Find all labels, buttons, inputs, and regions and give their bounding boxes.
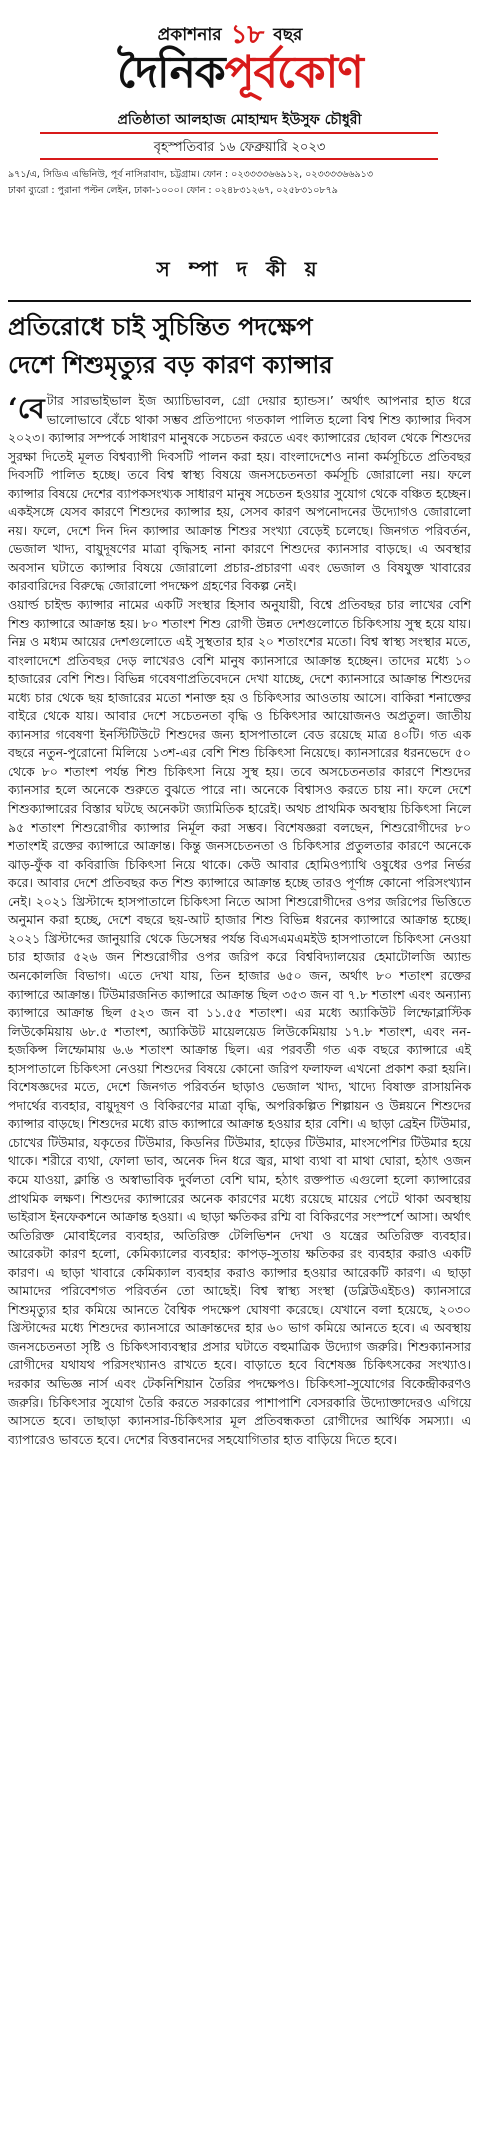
opening-quote: ‘বে: [8, 392, 45, 425]
headline-secondary: দেশে শিশুমৃত্যুর বড় কারণ ক্যান্সার: [8, 350, 333, 379]
section-title: স ম্পা দ কী য়: [156, 257, 323, 281]
logo-word-dainik: দৈনিক: [117, 47, 225, 98]
founder-line: প্রতিষ্ঠাতা আলহাজ মোহাম্মদ ইউসুফ চৌধুরী: [117, 112, 362, 128]
newspaper-logo: [70, 46, 410, 100]
article-paragraph-1: [8, 392, 471, 596]
header-divider-bottom: [40, 158, 438, 160]
headline-divider: [8, 300, 471, 302]
tagline-prefix: প্রকাশনার: [157, 25, 222, 45]
article-paragraph-2: ওয়ার্ল্ড চাইল্ড ক্যান্সার নামের একটি সংস্থার হিসাব অনুযায়ী, বিশ্বে প্রতিবছর চার লাখের বেশি শিশু ক্যান্সারে আক্রান্ত হয়। ৮০ শতাংশ শিশু রোগী উন্নত দেশগুলোতে চিকিৎসায় সুস্থ হয়ে যায়। নিম্ন ও মধ্যম আয়ের দেশগুলোতে এই সুস্থতার হার ২০ শতাংশের মতো। বিশ্ব স্বাস্থ্য সংস্থার মতে, বাংলাদেশে প্রতিবছর দেড় লাখেরও বেশি মানুষ ক্যানসারে আক্রান্ত হচ্ছেন। তাদের মধ্যে ১০ হাজারের বেশি শিশু। বিভিন্ন গবেষণাপ্রতিবেদনে দেখা যাচ্ছে, দেশে ক্যানসারে আক্রান্ত শিশুদের মধ্যে চার থেকে ছয় হাজারের মতো শনাক্ত হয় ও চিকিৎসার আওতায় আসে। বাকিরা শনাক্তের বাইরে থেকে যায়। আবার দেশে সচেতনতা বৃদ্ধি ও চিকিৎসার আয়োজনও অপ্রতুল। জাতীয় ক্যানসার গবেষণা ইনস্টিটিউটে শিশুদের জন্য হাসপাতালে বেড রয়েছে মাত্র ৪০টি। গত এক বছরে নতুন-পুরোনো মিলিয়ে ১৩শ-এর বেশি শিশু চিকিৎসা নিয়েছে। ক্যানসারের ধরনভেদে ৫০ থেকে ৮০ শতাংশ পর্যন্ত শিশু চিকিৎসা নিয়ে সুস্থ হয়। তবে অসচেতনতার কারণে শিশুদের ক্যানসার হলে অনেকে শুরুতে বুঝতে পারে না। অনেকে বিশ্বাসও করতে চায় না। ফলে দেশে শিশুক্যান্সারের বিস্তার ঘটছে অনেকটা জ্যামিতিক হারেই। অথচ প্রাথমিক অবস্থায় চিকিৎসা নিলে ৯৫ শতাংশ শিশুরোগীর ক্যান্সার নির্মূল করা সম্ভব। বিশেষজ্ঞরা বলছেন, শিশুরোগীদের ৮০ শতাংশই রক্তের ক্যান্সারে আক্রান্ত। কিন্তু জনসচেতনতা ও চিকিৎসার প্রতুলতার কারণে অনেকে ঝাড়-ফুঁক বা কবিরাজি চিকিৎসা নিয়ে থাকে। কেউ আবার হোমিওপ্যাথি ওষুধের ওপর নির্ভর করে। আবার দেশে প্রতিবছর কত শিশু ক্যান্সারে আক্রান্ত হচ্ছে তারও পূর্ণাঙ্গ কোনো পরিসংখ্যান নেই। ২০২১ খ্রিস্টাব্দে হাসপাতালে চিকিৎসা নিতে আসা শিশুরোগীদের ওপর জরিপের ভিত্তিতে অনুমান করা হচ্ছে, দেশে বছরে ছয়-আট হাজার শিশু বিভিন্ন ধরনের ক্যান্সারে আক্রান্ত হচ্ছে। ২০২১ খ্রিস্টাব্দের জানুয়ারি থেকে ডিসেম্বর পর্যন্ত বিএসএমএমইউ হাসপাতালে চিকিৎসা নেওয়া চার হাজার ৫২৬ জন শিশুরোগীর ওপর জরিপ করে বিশ্ববিদ্যালয়ের হেমাটোলজি অ্যান্ড অনকোলজি বিভাগ। এতে দেখা যায়, তিন হাজার ৬৫০ জন, অর্থাৎ ৮০ শতাংশ রক্তের ক্যান্সারে আক্রান্ত। টিউমারজনিত ক্যান্সারে আক্রান্ত ছিল ৩৫৩ জন বা ৭.৮ শতাংশ এবং অন্যান্য ক্যান্সারে আক্রান্ত ছিল ৫২৩ জন বা ১১.৫৫ শতাংশ। এর মধ্যে অ্যাকিউট লিম্ফোব্লাস্টিক লিউকেমিয়ায় ৬৮.৫ শতাংশ, অ্যাকিউট মায়েলয়েড লিউকেমিয়ায় ১৭.৮ শতাংশ, এবং নন-হজকিন্স লিম্ফোমায় ৬.৬ শতাংশ আক্রান্ত ছিল। এর পরবর্তী গত এক বছরে ক্যান্সারে এই হাসপাতালে চিকিৎসা নেওয়া শিশুদের বিষয়ে কোনো জরিপ ফলাফল এখনো প্রকাশ করা হয়নি। বিশেষজ্ঞদের মতে, দেশে জিনগত পরিবর্তন ছাড়াও ভেজাল খাদ্য, খাদ্যে বিষাক্ত রাসায়নিক পদার্থের ব্যবহার, বায়ুদূষণ ও বিকিরণের মাত্রা বৃদ্ধি, অপরিকল্পিত শিল্পায়ন ও উন্নয়নে শিশুদের ক্যান্সার বাড়ছে। শিশুদের মধ্যে রাড ক্যান্সারে আক্রান্ত হওয়ার হার বেশি। এ ছাড়া ব্রেইন টিউমার, চোখের টিউমার, যকৃতের টিউমার, কিডনির টিউমার, হাড়ের টিউমার, মাংসপেশির টিউমার হয়ে থাকে। শরীরে ব্যথা, ফোলা ভাব, অনেক দিন ধরে জ্বর, মাথা ব্যথা বা মাথা ঘোরা, হঠাৎ ওজন কমে যাওয়া, ক্লান্তি ও অস্বাভাবিক দুর্বলতা বেশি ঘাম, হঠাৎ রক্তপাত এগুলো হলো ক্যান্সারের প্রাথমিক লক্ষণ। শিশুদের ক্যান্সারের অনেক কারণের মধ্যে রয়েছে মায়ের পেটে থাকা অবস্থায় ভাইরাস ইনফেকশনে আক্রান্ত হওয়া। এ ছাড়া ক্ষতিকর রশ্মি বা বিকিরণের সংস্পর্শে আসা। অর্থাৎ অতিরিক্ত মোবাইলের ব্যবহার, অতিরিক্ত টেলিভিশন দেখা ও যন্ত্রের অতিরিক্ত ব্যবহার। আরেকটা কারণ হলো, কেমিক্যালের ব্যবহার: কাপড়-সুতায় ক্ষতিকর রং ব্যবহার করাও একটি কারণ। এ ছাড়া খাবারে কেমিক্যাল ব্যবহার করাও ক্যান্সার হওয়ার আরেকটি কারণ। এ ছাড়া আমাদের পরিবেশগত পরিবর্তন তো আছেই। বিশ্ব স্বাস্থ্য সংস্থা (ডব্লিউএইচও) ক্যানসারে শিশুমৃত্যুর হার কমিয়ে আনতে বৈশ্বিক পদক্ষেপ ঘোষণা করেছে। যেখানে বলা হয়েছে, ২০৩০ খ্রিস্টাব্দের মধ্যে শিশুদের ক্যানসারে আক্রান্তদের হার ৬০ ভাগ কমিয়ে আনতে হবে। এ অবস্থায় জনসচেতনতা সৃষ্টি ও চিকিৎসাব্যবস্থার প্রসার ঘটাতে বহুমাত্রিক উদ্যোগ জরুরি। শিশুক্যানসার রোগীদের যথাযথ পরিসংখ্যানও রাখতে হবে। বাড়াতে হবে বিশেষজ্ঞ চিকিৎসকের সংখ্যাও। দরকার অভিজ্ঞ নার্স এবং টেকনিশিয়ান তৈরির পদক্ষেপও। চিকিৎসা-সুযোগের বিকেন্দ্রীকরণও জরুরি। চিকিৎসার সুযোগ তৈরি করতে সরকারের পাশাপাশি বেসরকারি উদ্যোক্তাদেরও এগিয়ে আসতে হবে। তাছাড়া ক্যানসার-চিকিৎসার মূল প্রতিবন্ধকতা রোগীদের আর্থিক সমস্যা। এ ব্যাপারেও ভাবতে হবে। দেশের বিত্তবানদের সহযোগিতার হাত বাড়িয়ে দিতে হবে।: [8, 597, 471, 1447]
logo-word-purbokone: পূর্বকোণ: [224, 47, 363, 98]
article-paragraph-1-text: টার সারভাইভাল ইজ অ্যাচিভাবল, গ্রো দেয়ার হ্যান্ডস।’ অর্থাৎ আপনার হাত ধরে ভালোভাবে বেঁচে থাকা সম্ভব প্রতিপাদ্যে গতকাল পালিত হলো বিশ্ব শিশু ক্যান্সার দিবস ২০২৩। ক্যান্সার সম্পর্কে সাধারণ মানুষকে সচেতন করতে এবং ক্যান্সারের ছোবল থেকে শিশুদের সুরক্ষা দিতেই মূলত বিশ্বব্যাপী দিবসটি পালন করা হয়। বাংলাদেশেও নানা কর্মসূচিতে প্রতিবছর দিবসটি পালিত হচ্ছে। তবে বিশ্ব স্বাস্থ্য বিষয়ে জনসচেতনতা কর্মসূচি জোরালো নয়। ফলে ক্যান্সার বিষয়ে দেশের ব্যাপকসংখ্যক সাধারণ মানুষ সচেতন হওয়ার সুযোগ থেকে বঞ্চিত হচ্ছেন। একইসঙ্গে যেসব কারণে শিশুদের ক্যান্সার হয়, সেসব কারণ অপনোদনের উদ্যোগও জোরালো নয়। ফলে, দেশে দিন দিন ক্যান্সার আক্রান্ত শিশুর সংখ্যা বেড়েই চলেছে। জিনগত পরিবর্তন, ভেজাল খাদ্য, বায়ুদূষণের মাত্রা বৃদ্ধিসহ নানা কারণে শিশুদের ক্যানসার বাড়ছে। এ অবস্থার অবসান ঘটাতে ক্যান্সার বিষয়ে জোরালো প্রচার-প্রচারণা এবং ভেজাল ও বিষযুক্ত খাবারের কারবারিদের বিরুদ্ধে জোরালো পদক্ষেপ গ্রহণের বিকল্প নেই।: [8, 393, 471, 594]
office-address: ৯৭১/এ, সিডিএ এভিনিউ, পূর্ব নাসিরাবাদ, চট্টগ্রাম। ফোন : ০২৩৩৩৩৬৬৯১২, ০২৩৩৩৩৬৬৯১৩: [8, 169, 374, 180]
editorial-body: [8, 392, 471, 1449]
tagline-number: ১৮: [230, 20, 265, 50]
header-divider-top: [40, 132, 438, 134]
headline-primary: প্রতিরোধে চাই সুচিন্তিত পদক্ষেপ: [8, 312, 313, 341]
publication-date: বৃহস্পতিবার ১৬ ফেব্রুয়ারি ২০২৩: [153, 140, 326, 155]
dhaka-bureau-address: ঢাকা ব্যুরো : পুরানা পল্টন লেইন, ঢাকা-১০০০। ফোন : ০২৪৮৩১২৬৭, ০২৫৮৩১০৮৭৯: [8, 185, 338, 196]
tagline-suffix: বছর: [273, 25, 303, 45]
